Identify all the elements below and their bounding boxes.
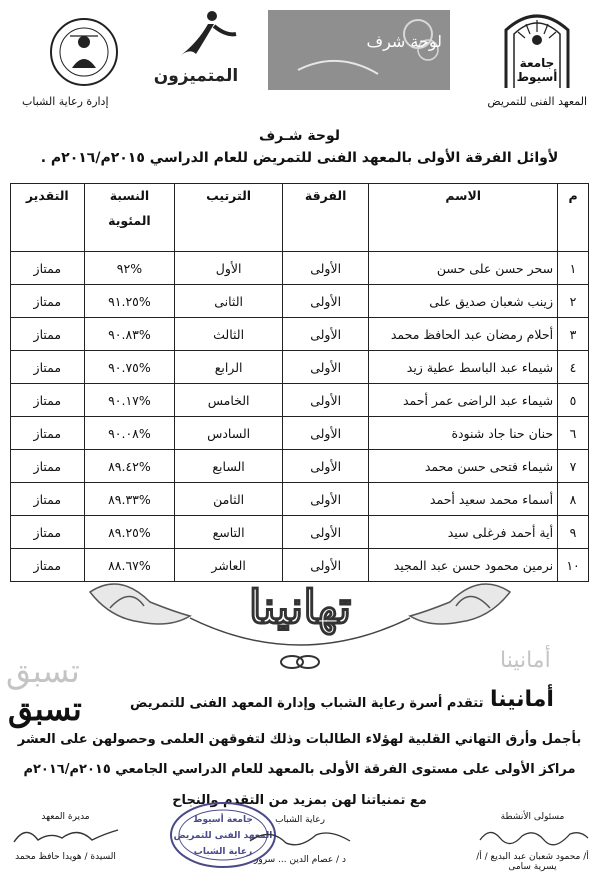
cell-no: ٥ — [558, 384, 589, 417]
congrats-paragraph-1: بأجمل وأرق التهاني القلبية لهؤلاء الطالبات وذلك لتفوقهن العلمى وحصولهن على العشر — [17, 732, 582, 747]
cell-no: ٤ — [558, 351, 589, 384]
cell-year: الأولى — [282, 285, 368, 318]
cell-grade: ممتاز — [11, 549, 85, 582]
stamp-line-3: رعاية الشباب — [193, 847, 253, 857]
youth-dept-logo — [48, 16, 120, 88]
congrats-paragraph-2: مراكز الأولى على مستوى الفرقة الأولى بالمعهد للعام الدراسي الجامعي ٢٠١٥م/٢٠١٦م — [23, 762, 576, 777]
cell-percentage: ٨٩.٤٢% — [84, 450, 175, 483]
signature-name: د / عصام الدين ... سرور — [254, 855, 346, 865]
cell-year: الأولى — [282, 549, 368, 582]
cell-rank: الثامن — [175, 483, 283, 516]
cell-rank: الأول — [175, 252, 283, 285]
cell-rank: الخامس — [175, 384, 283, 417]
page-title: لوحة شـرف — [258, 128, 340, 144]
compete-word: تسبق — [8, 690, 82, 728]
signature-youth-care — [230, 815, 370, 865]
cell-percentage: ٩٠.٧٥% — [84, 351, 175, 384]
congrats-paragraph-3: مع تمنياتنا لهن بمزيد من التقدم والنجاح — [172, 793, 427, 808]
table-row — [11, 285, 589, 318]
wish-word: أمانينا — [490, 687, 554, 712]
table-row — [11, 351, 589, 384]
page-subtitle: لأوائل الفرقة الأولى بالمعهد الفنى للتمريض للعام الدراسي ٢٠١٥م/٢٠١٦م . — [40, 150, 559, 166]
signature-name: أ/ محمود شعبان عبد البديع / أ/ يسرية سامى — [476, 852, 589, 872]
cell-grade: ممتاز — [11, 483, 85, 516]
cell-grade: ممتاز — [11, 351, 85, 384]
cell-year: الأولى — [282, 252, 368, 285]
cell-percentage: ٨٩.٣٣% — [84, 483, 175, 516]
mutamayzon-logo — [140, 8, 252, 90]
cell-rank: الثانى — [175, 285, 283, 318]
compete-ghost-word: تسبق — [6, 652, 80, 690]
honor-table — [10, 183, 589, 582]
cell-no: ٣ — [558, 318, 589, 351]
cell-no: ٧ — [558, 450, 589, 483]
cell-name: شيماء فتحى حسن محمد — [369, 450, 558, 483]
header-rank: الترتيب — [175, 184, 283, 252]
header-percentage — [84, 184, 175, 252]
dove-icon — [410, 584, 510, 624]
youth-dept-name: إدارة رعاية الشباب — [22, 95, 109, 108]
cell-percentage: ٩٢% — [84, 252, 175, 285]
header-percentage-line2: المئوية — [108, 213, 151, 228]
cell-percentage: ٩١.٢٥% — [84, 285, 175, 318]
cell-percentage: ٩٠.١٧% — [84, 384, 175, 417]
cell-name: حنان حنا جاد شنودة — [369, 417, 558, 450]
cell-no: ١ — [558, 252, 589, 285]
cell-grade: ممتاز — [11, 318, 85, 351]
table-row — [11, 516, 589, 549]
cell-name: نرمين محمود حسن عبد المجيد — [369, 549, 558, 582]
cell-year: الأولى — [282, 318, 368, 351]
cell-year: الأولى — [282, 384, 368, 417]
header-percentage-line1: النسبة — [109, 188, 150, 203]
wish-ghost-word: أمانينا — [500, 648, 551, 673]
congrats-word: تهانينا — [248, 580, 352, 634]
signature-activities — [470, 812, 595, 872]
mutamayzon-figure-icon — [140, 8, 252, 68]
table-row — [11, 417, 589, 450]
dove-icon — [90, 584, 190, 624]
table-row — [11, 450, 589, 483]
header-no: م — [558, 184, 589, 252]
cell-no: ٩ — [558, 516, 589, 549]
cell-year: الأولى — [282, 516, 368, 549]
cell-year: الأولى — [282, 450, 368, 483]
signature-name: السيدة / هويدا حافظ محمد — [15, 852, 116, 862]
handwritten-signature — [8, 822, 123, 848]
cell-grade: ممتاز — [11, 285, 85, 318]
cell-rank: الثالث — [175, 318, 283, 351]
cell-no: ٢ — [558, 285, 589, 318]
stamp-line-1: جامعة أسيوط — [193, 815, 253, 825]
cell-no: ٨ — [558, 483, 589, 516]
cell-name: أسماء محمد سعيد أحمد — [369, 483, 558, 516]
header-grade: التقدير — [11, 184, 85, 252]
cell-rank: السابع — [175, 450, 283, 483]
handwritten-signature — [230, 825, 370, 851]
signature-title: مديرة المعهد — [41, 812, 90, 822]
cell-percentage: ٨٨.٦٧% — [84, 549, 175, 582]
cell-no: ٦ — [558, 417, 589, 450]
mutamayzon-label: المتميزون — [153, 66, 239, 86]
cell-rank: التاسع — [175, 516, 283, 549]
table-row — [11, 483, 589, 516]
table-body — [11, 252, 589, 582]
cell-name: شيماء عبد الباسط عطية زيد — [369, 351, 558, 384]
cell-name: سحر حسن على حسن — [369, 252, 558, 285]
institute-name: المعهد الفنى للتمريض — [487, 95, 587, 108]
signature-title: مسئولى الأنشطة — [500, 812, 565, 822]
cell-name: زينب شعبان صديق على — [369, 285, 558, 318]
cell-name: أحلام رمضان عبد الحافظ محمد — [369, 318, 558, 351]
cell-percentage: ٩٠.٨٣% — [84, 318, 175, 351]
cell-grade: ممتاز — [11, 417, 85, 450]
cell-year: الأولى — [282, 417, 368, 450]
cell-rank: السادس — [175, 417, 283, 450]
table-row — [11, 252, 589, 285]
cell-grade: ممتاز — [11, 450, 85, 483]
cell-rank: الرابع — [175, 351, 283, 384]
honor-board-label: لوحة شرف — [366, 32, 442, 51]
handwritten-signature — [470, 822, 595, 848]
header-year: الفرقة — [282, 184, 368, 252]
cell-grade: ممتاز — [11, 252, 85, 285]
signature-title: رعاية الشباب — [275, 815, 325, 825]
honor-board-banner — [268, 10, 450, 90]
header-name: الاسم — [369, 184, 558, 252]
cell-year: الأولى — [282, 351, 368, 384]
table-row — [11, 318, 589, 351]
table-header-row — [11, 184, 589, 252]
cell-percentage: ٨٩.٢٥% — [84, 516, 175, 549]
university-logo-text: جامعة أسيوط — [516, 56, 558, 84]
rings-icon — [281, 656, 319, 668]
university-logo — [498, 8, 576, 90]
cell-percentage: ٩٠.٠٨% — [84, 417, 175, 450]
congrats-intro: تتقدم أسرة رعاية الشباب وإدارة المعهد الفنى للتمريض — [130, 696, 484, 711]
cell-grade: ممتاز — [11, 516, 85, 549]
cell-year: الأولى — [282, 483, 368, 516]
stamp-line-2: المعهد الفنى للتمريض — [173, 831, 273, 841]
cell-name: أية أحمد فرغلى سيد — [369, 516, 558, 549]
table-row — [11, 384, 589, 417]
cell-grade: ممتاز — [11, 384, 85, 417]
youth-emblem-icon — [48, 16, 120, 88]
cell-name: شيماء عبد الراضى عمر أحمد — [369, 384, 558, 417]
cell-no: ١٠ — [558, 549, 589, 582]
cell-rank: العاشر — [175, 549, 283, 582]
signature-director — [8, 812, 123, 862]
